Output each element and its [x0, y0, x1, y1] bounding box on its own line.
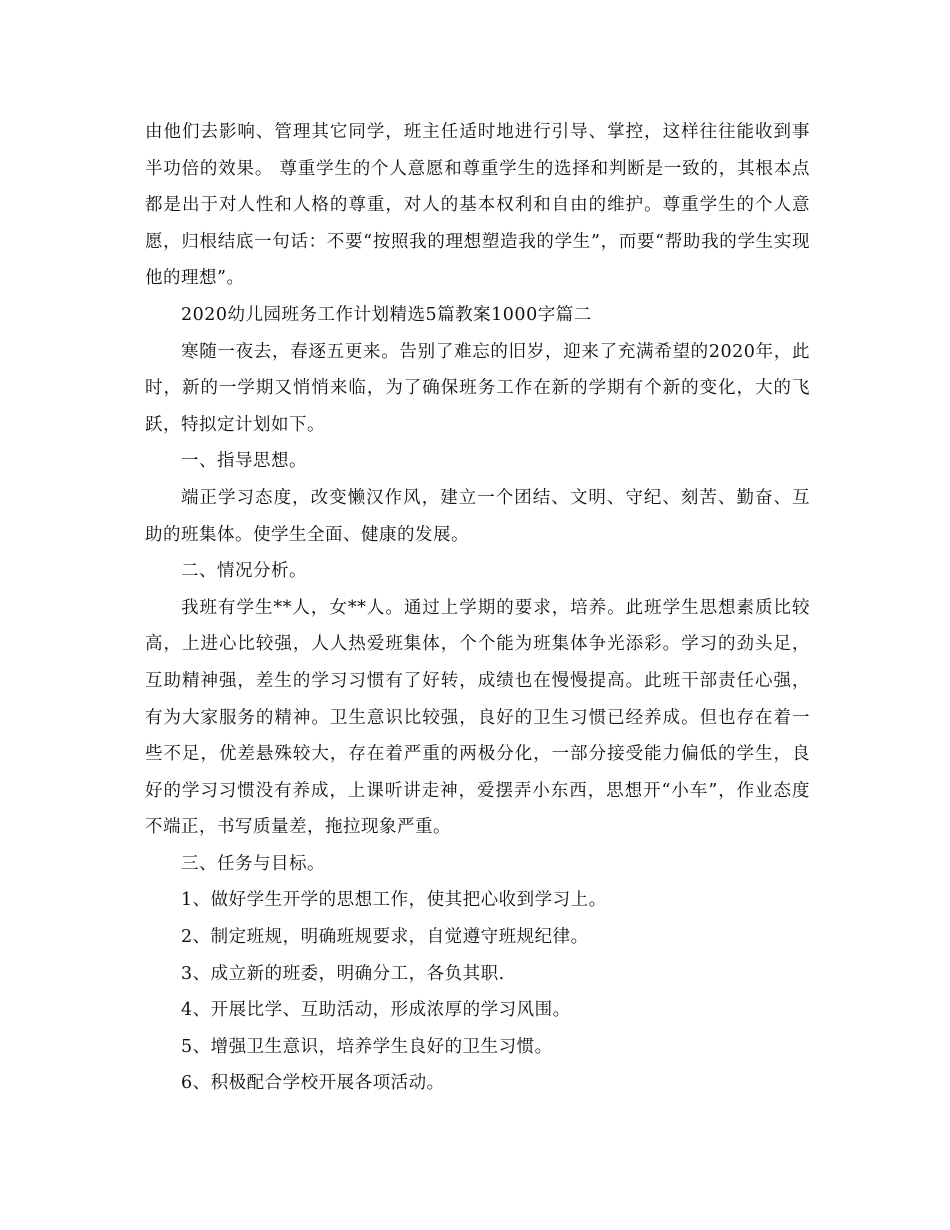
paragraph-guiding-thought: 端正学习态度，改变懒汉作风，建立一个团结、文明、守纪、刻苦、勤奋、互助的班集体。使学生全面、健康的发展。 — [145, 487, 810, 545]
heading-tasks-goals: 三、任务与目标。 — [181, 853, 325, 874]
list-item-task-4: 4、开展比学、互助活动，形成浓厚的学习风围。 — [181, 1000, 571, 1021]
paragraph-opening: 寒随一夜去，春逐五更来。告别了难忘的旧岁，迎来了充满希望的2020年，此时，新的一学期又悄悄来临，为了确保班务工作在新的学期有个新的变化，大的飞跃，特拟定计划如下。 — [145, 341, 810, 435]
list-item-task-1: 1、做好学生开学的思想工作，使其把心收到学习上。 — [181, 890, 607, 911]
list-item-task-3: 3、成立新的班委，明确分工，各负其职. — [181, 963, 505, 984]
paragraph-intro-continued: 由他们去影响、管理其它同学，班主任适时地进行引导、掌控，这样往往能收到事半功倍的效果。 尊重学生的个人意愿和尊重学生的选择和判断是一致的，其根本点都是出于对人性和人格的尊重，对人的基本权利和自由的维护。尊重学生的个人意愿，归根结底一句话：不要“按照我的理想塑造我的学生”，而要“帮助我的学生实现他的理想”。 — [145, 122, 810, 289]
list-item-task-6: 6、积极配合学校开展各项活动。 — [181, 1073, 445, 1094]
section-title: 2020幼儿园班务工作计划精选5篇教案1000字篇二 — [181, 304, 592, 325]
paragraph-situation-analysis: 我班有学生**人，女**人。通过上学期的要求，培养。此班学生思想素质比较高，上进心比较强，人人热爱班集体，个个能为班集体争光添彩。学习的劲头足，互助精神强，差生的学习习惯有了好转，成绩也在慢慢提高。此班干部责任心强，有为大家服务的精神。卫生意识比较强，良好的卫生习惯已经养成。但也存在着一些不足，优差悬殊较大，存在着严重的两极分化，一部分接受能力偏低的学生，良好的学习习惯没有养成，上课听讲走神，爱摆弄小东西，思想开“小车”，作业态度不端正，书写质量差，拖拉现象严重。 — [145, 597, 810, 838]
heading-situation-analysis: 二、情况分析。 — [181, 561, 307, 582]
list-item-task-5: 5、增强卫生意识，培养学生良好的卫生习惯。 — [181, 1036, 553, 1057]
list-item-task-2: 2、制定班规，明确班规要求，自觉遵守班规纪律。 — [181, 927, 589, 948]
document-body — [145, 114, 810, 1102]
heading-guiding-thought: 一、指导思想。 — [181, 451, 307, 472]
